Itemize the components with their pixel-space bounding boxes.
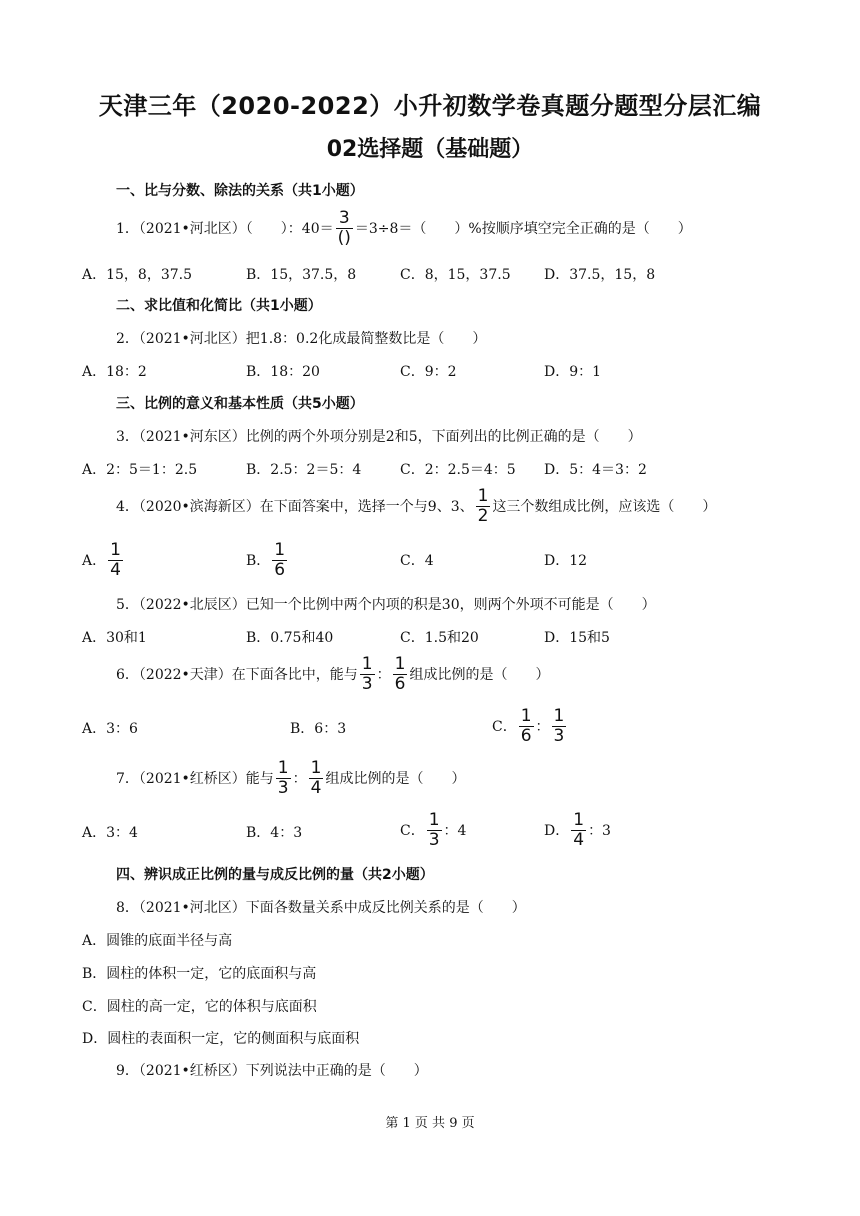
fraction	[393, 653, 408, 694]
q1-option-b[interactable]: B．15，37.5，8	[246, 267, 357, 283]
fraction-denominator: 4	[310, 777, 322, 798]
q8-option-a[interactable]: A．圆锥的底面半径与高	[82, 933, 233, 949]
fraction	[571, 809, 586, 850]
fraction	[519, 705, 534, 746]
fraction	[360, 653, 375, 694]
question-1-suffix: ＝3÷8＝（ ）%按顺序填空完全正确的是（ ）	[354, 221, 692, 237]
fraction-numerator: 1	[277, 757, 289, 778]
question-3: 3．（2021•河东区）比例的两个外项分别是2和5，下面列出的比例正确的是（ ）	[116, 429, 642, 445]
question-7-suffix: 组成比例的是（ ）	[325, 771, 466, 787]
fraction-numerator: 3	[338, 207, 350, 228]
fraction-denominator: ()	[337, 227, 351, 248]
q6-option-b[interactable]: B．6：3	[290, 721, 347, 737]
q7-option-d[interactable]	[544, 810, 611, 850]
fraction-numerator: 1	[274, 539, 286, 560]
question-6	[116, 654, 549, 694]
option-label: A．	[82, 553, 107, 569]
fraction-numerator: 1	[361, 653, 373, 674]
q4-option-b[interactable]	[246, 540, 289, 580]
question-6-suffix: 组成比例的是（ ）	[409, 667, 550, 683]
fraction-numerator: 1	[520, 705, 532, 726]
section-heading-1: 一、比与分数、除法的关系（共1小题）	[116, 183, 364, 199]
question-2: 2．（2021•河北区）把1.8：0.2化成最简整数比是（ ）	[116, 331, 487, 347]
question-4	[116, 486, 716, 526]
q8-option-b[interactable]: B．圆柱的体积一定，它的底面积与高	[82, 966, 317, 982]
ratio-colon: ：	[292, 771, 307, 787]
q1-option-d[interactable]: D．37.5，15，8	[544, 267, 656, 283]
fraction-denominator: 4	[110, 559, 121, 580]
question-8: 8．（2021•河北区）下面各数量关系中成反比例关系的是（ ）	[116, 900, 526, 916]
ratio-colon: ：	[535, 719, 550, 735]
q2-option-a[interactable]: A．18：2	[82, 364, 147, 380]
fraction-denominator: 3	[361, 673, 373, 694]
option-suffix: ：4	[443, 823, 467, 839]
question-7-prefix: 7．（2021•红桥区）能与	[116, 771, 274, 787]
fraction	[108, 539, 123, 580]
q5-option-c[interactable]: C．1.5和20	[400, 630, 479, 646]
question-7	[116, 758, 465, 798]
fraction-numerator: 1	[553, 705, 565, 726]
q5-option-d[interactable]: D．15和5	[544, 630, 610, 646]
q3-option-c[interactable]: C．2：2.5＝4：5	[400, 462, 516, 478]
q2-option-c[interactable]: C．9：2	[400, 364, 457, 380]
option-label: C．	[400, 823, 425, 839]
fraction-denominator: 6	[394, 673, 406, 694]
q3-option-b[interactable]: B．2.5：2＝5：4	[246, 462, 362, 478]
fraction-denominator: 6	[520, 725, 532, 746]
q2-option-d[interactable]: D．9：1	[544, 364, 602, 380]
q7-option-c[interactable]	[400, 810, 466, 850]
q4-option-d[interactable]: D．12	[544, 553, 588, 569]
fraction-denominator: 3	[553, 725, 565, 746]
question-6-prefix: 6．（2022•天津）在下面各比中，能与	[116, 667, 358, 683]
q7-option-b[interactable]: B．4：3	[246, 825, 303, 841]
fraction	[476, 485, 491, 526]
section-heading-2: 二、求比值和化简比（共1小题）	[116, 298, 322, 314]
fraction-numerator: 1	[310, 757, 322, 778]
fraction-numerator: 1	[110, 539, 121, 560]
fraction-denominator: 3	[428, 829, 440, 850]
question-5: 5．（2022•北辰区）已知一个比例中两个内项的积是30，则两个外项不可能是（ ）	[116, 597, 656, 613]
fraction	[272, 539, 287, 580]
question-1	[116, 208, 692, 248]
option-label: B．	[246, 553, 271, 569]
q1-option-c[interactable]: C．8，15，37.5	[400, 267, 511, 283]
q6-option-c[interactable]	[492, 706, 568, 746]
q8-option-c[interactable]: C．圆柱的高一定，它的体积与底面积	[82, 999, 317, 1015]
ratio-colon: ：	[376, 667, 391, 683]
q8-option-d[interactable]: D．圆柱的表面积一定，它的侧面积与底面积	[82, 1031, 360, 1047]
q1-option-a[interactable]: A．15，8，37.5	[82, 267, 193, 283]
question-4-suffix: 这三个数组成比例，应该选（ ）	[492, 499, 717, 515]
option-label: D．	[544, 823, 570, 839]
section-heading-3: 三、比例的意义和基本性质（共5小题）	[116, 396, 364, 412]
q6-option-a[interactable]: A．3：6	[82, 721, 138, 737]
q3-option-a[interactable]: A．2：5＝1：2.5	[82, 462, 198, 478]
q4-option-a[interactable]	[82, 540, 125, 580]
fraction-denominator: 2	[477, 505, 489, 526]
q4-option-c[interactable]: C．4	[400, 553, 434, 569]
question-1-prefix: 1．（2021•河北区）（ ）：40＝	[116, 221, 334, 237]
document-subtitle: 02选择题（基础题）	[326, 137, 534, 162]
fraction-numerator: 1	[477, 485, 489, 506]
section-heading-4: 四、辨识成正比例的量与成反比例的量（共2小题）	[116, 867, 434, 883]
option-label: C．	[492, 719, 517, 735]
fraction-denominator: 3	[277, 777, 289, 798]
q3-option-d[interactable]: D．5：4＝3：2	[544, 462, 647, 478]
fraction-numerator: 1	[428, 809, 440, 830]
fraction-numerator: 1	[394, 653, 406, 674]
fraction-numerator: 1	[573, 809, 585, 830]
fraction-denominator: 6	[274, 559, 286, 580]
fraction	[336, 207, 353, 248]
fraction	[309, 757, 324, 798]
question-4-prefix: 4．（2020•滨海新区）在下面答案中，选择一个与9、3、	[116, 499, 474, 515]
fraction	[552, 705, 567, 746]
q5-option-b[interactable]: B．0.75和40	[246, 630, 334, 646]
question-9: 9．（2021•红桥区）下列说法中正确的是（ ）	[116, 1063, 428, 1079]
fraction	[276, 757, 291, 798]
q7-option-a[interactable]: A．3：4	[82, 825, 138, 841]
fraction-denominator: 4	[573, 829, 585, 850]
document-title: 天津三年（2020-2022）小升初数学卷真题分题型分层汇编	[98, 92, 762, 120]
q5-option-a[interactable]: A．30和1	[82, 630, 147, 646]
q2-option-b[interactable]: B．18：20	[246, 364, 320, 380]
fraction	[427, 809, 442, 850]
page-footer: 第 1 页 共 9 页	[385, 1116, 475, 1131]
option-suffix: ：3	[588, 823, 611, 839]
